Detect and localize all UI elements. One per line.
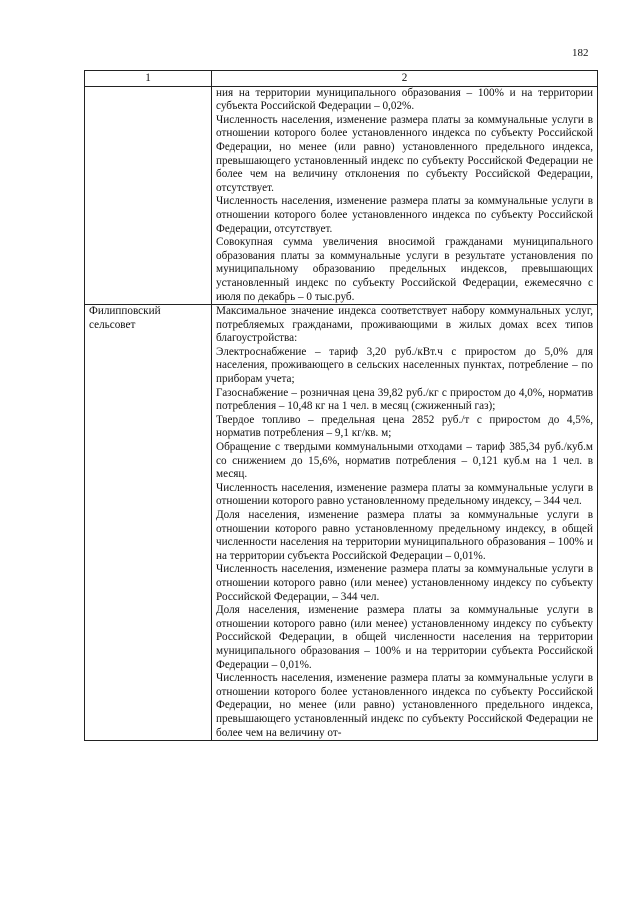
municipality-name: Филипповский сельсовет: [85, 305, 212, 741]
description-cell: [212, 86, 598, 305]
paragraph: Численность населения, изменение размера платы за коммунальные услуги в отношении которого равно установленному предельному индексу, – 344 чел.: [216, 481, 593, 508]
table-row: [85, 305, 598, 741]
paragraph: Доля населения, изменение размера платы за коммунальные услуги в отношении которого равно установленному предельному индексу, в общей численности населения на территории муниципального образования – 100% и на территории субъекта Российской Федерации – 0,01%.: [216, 509, 593, 562]
description-cell: [212, 305, 598, 741]
paragraph: Численность населения, изменение размера платы за коммунальные услуги в отношении которого более установленного индекса по субъекту Российской Федерации, но менее (или равно) установленного предельного индекса, превышающего установленный индекс по субъекту Российской Федерации не более чем на величину от-: [216, 672, 593, 739]
paragraph: Твердое топливо – предельная цена 2852 руб./т с приростом до 4,5%, норматив потребления – 9,1 кг/кв. м;: [216, 413, 593, 440]
paragraph: Электроснабжение – тариф 3,20 руб./кВт.ч с приростом до 5,0% для населения, проживающего в сельских населенных пунктах, потребление – по приборам учета;: [216, 345, 593, 386]
document-table: [84, 70, 598, 741]
paragraph: ния на территории муниципального образования – 100% и на территории субъекта Российской Федерации – 0,02%.: [216, 86, 593, 113]
column-header-2: 2: [212, 71, 598, 87]
paragraph: Совокупная сумма увеличения вносимой гражданами муниципального образования платы за коммунальные услуги в результате установления по муниципальному образованию предельных индексов, превышающих установленный индекс по субъекту Российской Федерации, ежемесячно с июля по декабрь – 0 тыс.руб.: [216, 236, 593, 303]
table-row: [85, 86, 598, 305]
paragraph: Газоснабжение – розничная цена 39,82 руб./кг с приростом до 4,0%, норматив потребления – 10,48 кг на 1 чел. в месяц (сжиженный газ);: [216, 386, 593, 413]
paragraph: Максимальное значение индекса соответствует набору коммунальных услуг, потребляемых гражданами, проживающими в жилых домах всех типов благоустройства:: [216, 305, 593, 345]
paragraph: Численность населения, изменение размера платы за коммунальные услуги в отношении которого более установленного индекса по субъекту Российской Федерации, отсутствует.: [216, 195, 593, 235]
municipality-name: [85, 86, 212, 305]
paragraph: Численность населения, изменение размера платы за коммунальные услуги в отношении которого равно (или менее) установленному индексу по субъекту Российской Федерации, – 344 чел.: [216, 563, 593, 603]
paragraph: Доля населения, изменение размера платы за коммунальные услуги в отношении которого равно (или менее) установленному индексу по субъекту Российской Федерации, в общей численности населения на территории муниципального образования – 100% и на территории субъекта Российской Федерации – 0,01%.: [216, 604, 593, 671]
column-header-1: 1: [85, 71, 212, 87]
page-number: 182: [572, 47, 589, 59]
paragraph: Численность населения, изменение размера платы за коммунальные услуги в отношении которого более установленного индекса по субъекту Российской Федерации, но менее (или равно) установленного предельного индекса, превышающего установленный индекс по субъекту Российской Федерации не более чем на величину отклонения по субъекту Российской Федерации, отсутствует.: [216, 113, 593, 194]
paragraph: Обращение с твердыми коммунальными отходами – тариф 385,34 руб./куб.м со снижением до 15,6%, норматив потребления – 0,121 куб.м на 1 чел. в месяц.: [216, 441, 593, 481]
table-header-row: [85, 71, 598, 87]
